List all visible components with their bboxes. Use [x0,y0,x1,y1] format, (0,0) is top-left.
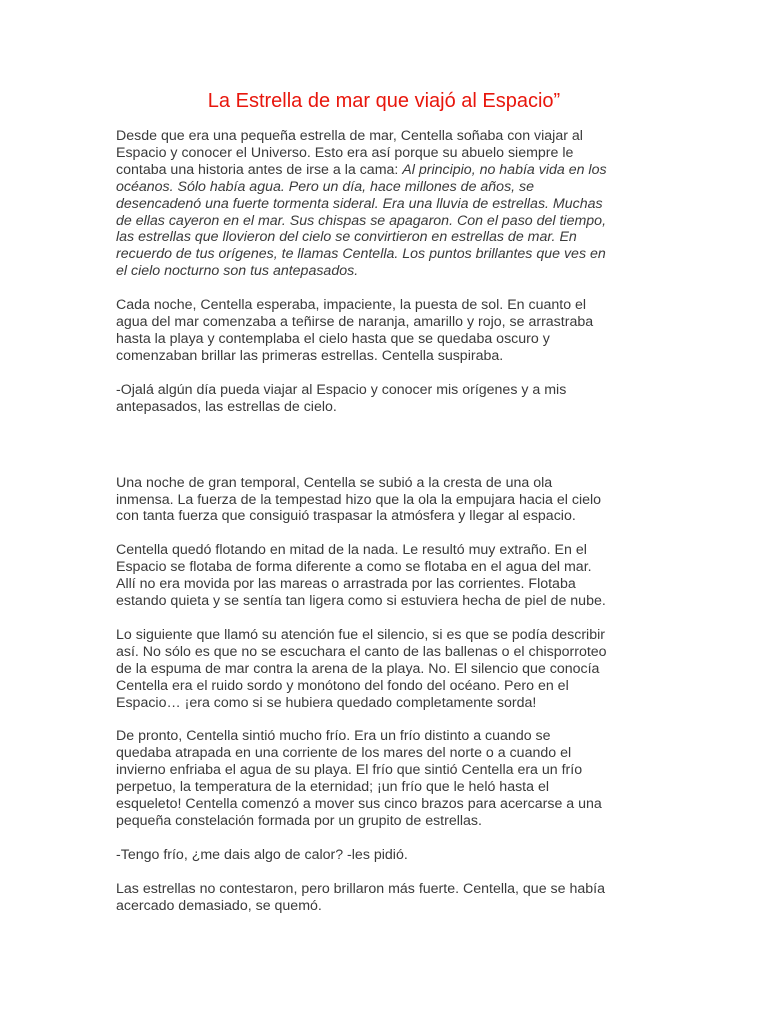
text-line: Centella quedó flotando en mitad de la nada. Le resultó muy extraño. En el [116,542,587,559]
text-line: Lo siguiente que llamó su atención fue el silencio, si es que se podía describir [116,626,605,643]
text-line: así. No sólo es que no se escuchara el canto de las ballenas o el chisporroteo [116,643,607,660]
paragraph-8 [116,847,656,864]
text-line: pequeña constelación formada por un grupito de estrellas. [116,813,482,829]
document-title: La Estrella de mar que viajó al Espacio” [207,90,561,112]
text-line [116,162,656,179]
paragraph-1 [116,128,656,280]
text-line: Allí no era movida por las mareas o arrastrada por las corrientes. Flotaba [116,576,576,593]
italic-line: de ellas cayeron en el mar. Sus chispas se apagaron. Con el paso del tiempo, [116,212,607,229]
italic-line: océanos. Sólo había agua. Pero un día, hace millones de años, se [116,178,535,195]
text-line: Desde que era una pequeña estrella de mar, Centella soñaba con viajar al [116,128,583,144]
text-line: comenzaban brillar las primeras estrellas. Centella suspiraba. [116,347,504,364]
text-line: -Ojalá algún día pueda viajar al Espacio y conocer mis orígenes y a mis [116,381,567,398]
text-line: quedaba atrapada en una corriente de los mares del norte o a cuando el [116,745,572,762]
text-line: hasta la playa y contemplaba el cielo hasta que se quedaba oscuro y [116,330,550,347]
text-line: de la espuma de mar contra la arena de la playa. No. El silencio que conocía [116,660,600,677]
italic-line: el cielo nocturno son tus antepasados. [116,263,359,280]
story-body [116,128,656,932]
text-line: agua del mar comenzaba a teñirse de naranja, amarillo y rojo, se arrastraba [116,314,594,331]
italic-segment: Al principio, no había vida en los [402,161,607,178]
text-line: inmensa. La fuerza de la tempestad hizo que la ola la empujara hacia el cielo [116,491,602,508]
text-line: Espacio… ¡era como si se hubiera quedado completamente sorda! [116,694,537,711]
italic-line: desencadenó una fuerte tormenta sideral. Era una lluvia de estrellas. Muchas [116,195,603,212]
text-line: perpetuo, la temperatura de la eternidad; ¡un frío que le heló hasta el [116,779,550,796]
text-line: acercado demasiado, se quemó. [116,897,322,914]
text-line: De pronto, Centella sintió mucho frío. Era un frío distinto a cuando se [116,728,551,745]
text-line: Las estrellas no contestaron, pero brillaron más fuerte. Centella, que se había [116,880,605,897]
text-segment: contaba una historia antes de irse a la cama: [116,161,403,178]
text-line: Espacio se flotaba de forma diferente a como se flotaba en el agua del mar. [116,559,592,576]
paragraph-3 [116,382,656,416]
paragraph-6 [116,627,656,712]
text-line: antepasados, las estrellas de cielo. [116,398,337,415]
text-line: con tanta fuerza que consiguió traspasar la atmósfera y llegar al espacio. [116,508,576,525]
paragraph-2 [116,297,656,365]
text-line: -Tengo frío, ¿me dais algo de calor? -les pidió. [116,846,408,863]
italic-line: las estrellas que llovieron del cielo se convirtieron en estrellas de mar. En [116,229,577,246]
text-line: invierno enfriaba el agua de su playa. El frío que sintió Centella era un frío [116,762,583,779]
italic-line: recuerdo de tus orígenes, te llamas Centella. Los puntos brillantes que ves en [116,246,606,263]
text-line: Una noche de gran temporal, Centella se subió a la cresta de una ola [116,474,553,491]
paragraph-4 [116,475,656,526]
text-line: Centella era el ruido sordo y monótono del fondo del océano. Pero en el [116,677,569,694]
text-line: estando quieta y se sentía tan ligera como si estuviera hecha de piel de nube. [116,593,606,610]
text-line: Cada noche, Centella esperaba, impaciente, la puesta de sol. En cuanto el [116,297,587,314]
paragraph-7 [116,728,656,829]
text-line: Espacio y conocer el Universo. Esto era así porque su abuelo siempre le [116,144,574,161]
text-line: esqueleto! Centella comenzó a mover sus cinco brazos para acercarse a una [116,796,602,813]
paragraph-5 [116,542,656,610]
paragraph-9 [116,881,656,915]
